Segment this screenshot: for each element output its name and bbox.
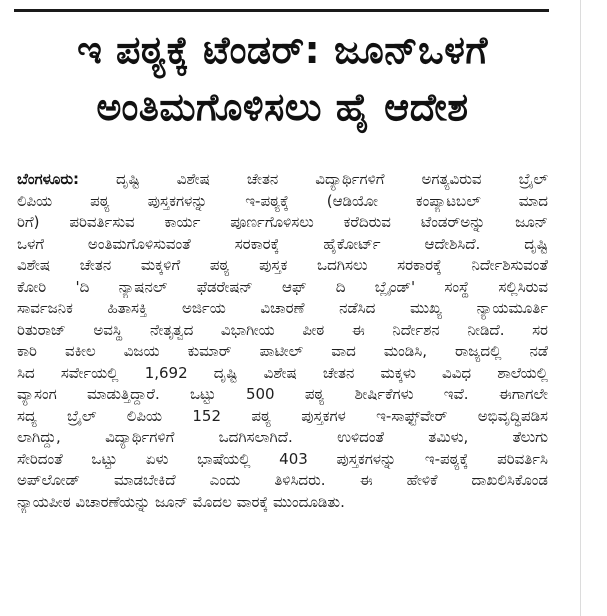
dateline: ಬೆಂಗಳೂರು:	[17, 170, 80, 188]
body-line: ಕಾರಿ ವಕೀಲ ವಿಜಯ ಕುಮಾರ್ ಪಾಟೀಲ್ ವಾದ ಮಂಡಿಸಿ, ರಾಜ್ಯದಲ್ಲಿ ನಡೆ	[17, 342, 548, 360]
first-line-text: ದೃಷ್ಟಿ ವಿಶೇಷ ಚೇತನ ವಿದ್ಯಾರ್ಥಿಗಳಿಗೆ ಅಗತ್ಯವಿರುವ ಬ್ರೈಲ್	[79, 170, 548, 188]
news-article	[17, 22, 548, 513]
top-rule	[14, 9, 549, 12]
body-line: ವ್ಯಾಸಂಗ ಮಾಡುತ್ತಿದ್ದಾರೆ. ಒಟ್ಟು 500 ಪಠ್ಯ ಶೀರ್ಷಿಕೆಗಳು ಇವೆ. ಈಗಾಗಲೇ	[17, 385, 548, 403]
article-body	[17, 169, 548, 513]
body-line: ವಿಶೇಷ ಚೇತನ ಮಕ್ಕಳಿಗೆ ಪಠ್ಯ ಪುಸ್ತಕ ಒದಗಿಸಲು ಸರಕಾರಕ್ಕೆ ನಿರ್ದೇಶಿಸುವಂತೆ	[17, 256, 548, 274]
headline-line-2: ಅಂತಿಮಗೊಳಿಸಲು ಹೈ ಆದೇಶ	[96, 85, 469, 129]
body-line: ಸಿದ ಸರ್ವೇಯಲ್ಲಿ 1,692 ದೃಷ್ಟಿ ವಿಶೇಷ ಚೇತನ ಮಕ್ಕಳು ವಿವಿಧ ಶಾಲೆಯಲ್ಲಿ	[17, 363, 548, 382]
body-line: ರಿತುರಾಜ್ ಅವಸ್ಥಿ ನೇತೃತ್ವದ ವಿಭಾಗೀಯ ಪೀಠ ಈ ನಿರ್ದೇಶನ ನೀಡಿದೆ. ಸರ	[17, 320, 548, 339]
body-line: ಲಿಪಿಯ ಪಠ್ಯ ಪುಸ್ತಕಗಳನ್ನು ಇ-ಪಠ್ಯಕ್ಕೆ (ಆಡಿಯೋ ಕಂಪ್ಯಾಟಬಲ್ ಮಾದ	[17, 191, 548, 210]
body-line-last: ನ್ಯಾಯಪೀಠ ವಿಚಾರಣೆಯನ್ನು ಜೂನ್ ಮೊದಲ ವಾರಕ್ಕೆ ಮುಂದೂಡಿತು.	[17, 492, 345, 511]
body-line	[17, 169, 548, 191]
body-line: ಸಾರ್ವಜನಿಕ ಹಿತಾಸಕ್ತಿ ಅರ್ಜಿಯ ವಿಚಾರಣೆ ನಡೆಸಿದ ಮುಖ್ಯ ನ್ಯಾಯಮೂರ್ತಿ	[17, 299, 548, 317]
body-line: ಕೋರಿ 'ದಿ ನ್ಯಾಷನಲ್ ಫೆಡರೇಷನ್ ಆಫ್ ದಿ ಬ್ಲೈಂಡ್' ಸಂಸ್ಥೆ ಸಲ್ಲಿಸಿರುವ	[17, 277, 548, 296]
body-line: ಸದ್ಯ ಬ್ರೈಲ್ ಲಿಪಿಯ 152 ಪಠ್ಯ ಪುಸ್ತಕಗಳ ಇ-ಸಾಫ್ಟ್‌ವೇರ್ ಅಭಿವೃದ್ಧಿಪಡಿಸ	[17, 406, 548, 425]
body-line: ಲಾಗಿದ್ದು, ವಿದ್ಯಾರ್ಥಿಗಳಿಗೆ ಒದಗಿಸಲಾಗಿದೆ. ಉಳಿದಂತೆ ತಮಿಳು, ತೆಲುಗು	[17, 428, 548, 446]
body-line: ಸೇರಿದಂತೆ ಒಟ್ಟು ಏಳು ಭಾಷೆಯಲ್ಲಿ 403 ಪುಸ್ತಕಗಳನ್ನು ಇ-ಪಠ್ಯಕ್ಕೆ ಪರಿವರ್ತಿಸಿ	[17, 449, 548, 468]
body-line: ಒಳಗೆ ಅಂತಿಮಗೊಳಿಸುವಂತೆ ಸರಕಾರಕ್ಕೆ ಹೈಕೋರ್ಟ್ ಆದೇಶಿಸಿದೆ. ದೃಷ್ಟಿ	[17, 234, 548, 253]
headline	[17, 22, 548, 136]
body-line: ಅಪ್‌ಲೋಡ್ ಮಾಡಬೇಕಿದೆ ಎಂದು ತಿಳಿಸಿದರು. ಈ ಹೇಳಿಕೆ ದಾಖಲಿಸಿಕೊಂಡ	[17, 471, 548, 489]
headline-line-1: ಇ ಪಠ್ಯಕ್ಕೆ ಟೆಂಡರ್: ಜೂನ್‌ಒಳಗೆ	[77, 28, 488, 72]
page-edge-line	[580, 0, 581, 616]
body-line: ರಿಗೆ) ಪರಿವರ್ತಿಸುವ ಕಾರ್ಯ ಪೂರ್ಣಗೊಳಿಸಲು ಕರೆದಿರುವ ಟೆಂಡರ್‌ಅನ್ನು ಜೂನ್	[17, 213, 548, 231]
